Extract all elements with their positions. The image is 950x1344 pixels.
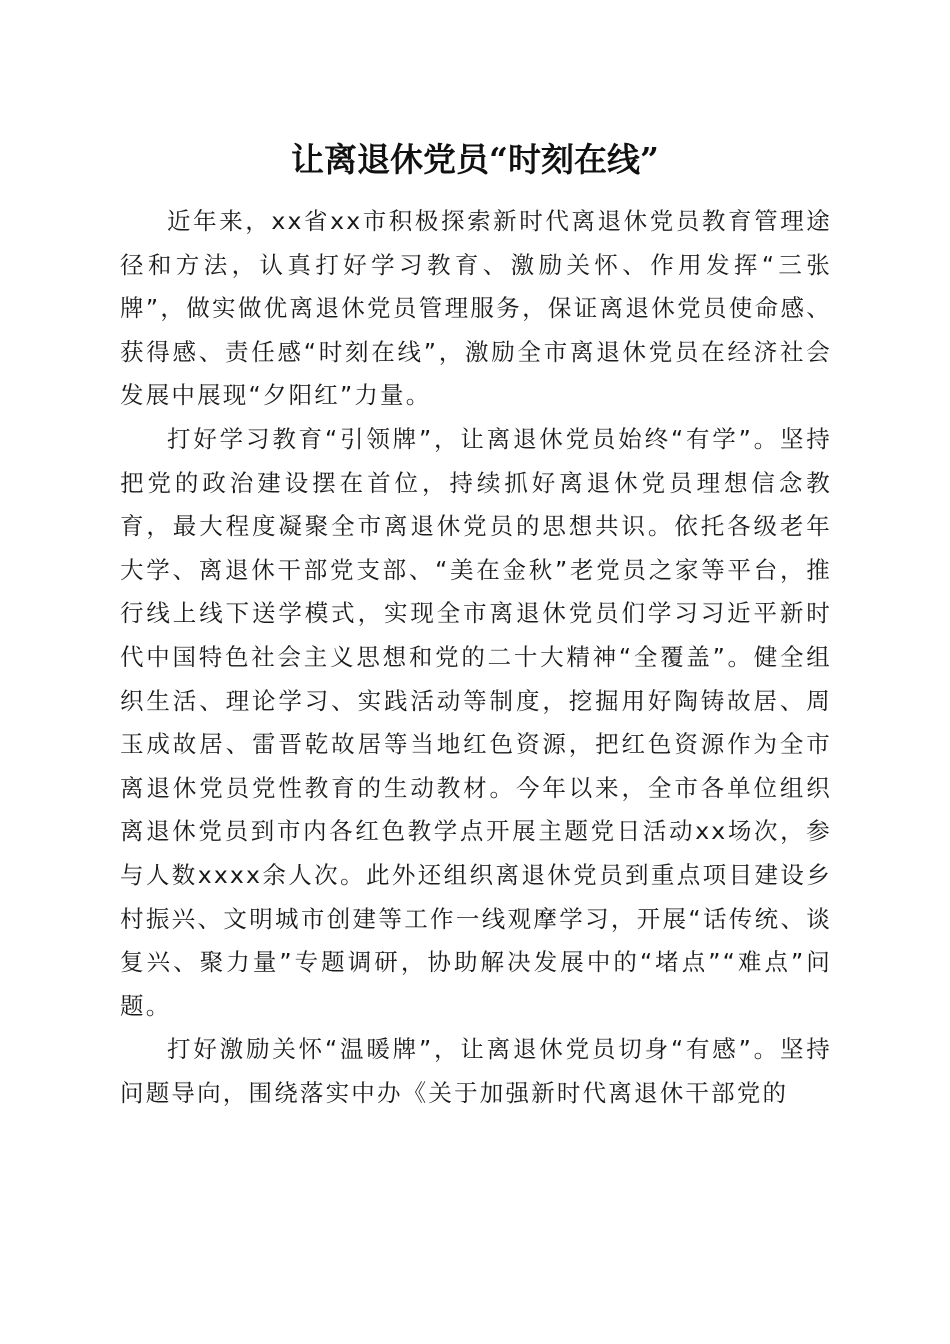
paragraph-intro: 近年来，xx省xx市积极探索新时代离退休党员教育管理途径和方法，认真打好学习教育、激励关怀、作用发挥“三张牌”，做实做优离退休党员管理服务，保证离退休党员使命感、获得感、责任感“时刻在线”，激励全市离退休党员在经济社会发展中展现“夕阳红”力量。	[120, 207, 832, 410]
paragraph-care: 打好激励关怀“温暖牌”，让离退休党员切身“有感”。坚持问题导向，围绕落实中办《关于加强新时代离退休干部党的	[120, 1035, 832, 1107]
document-body	[120, 200, 832, 1115]
document-title: 让离退休党员“时刻在线”	[291, 140, 659, 179]
paragraph-learning: 打好学习教育“引领牌”，让离退休党员始终“有学”。坚持把党的政治建设摆在首位，持续抓好离退休党员理想信念教育，最大程度凝聚全市离退休党员的思想共识。依托各级老年大学、离退休干部党支部、“美在金秋”老党员之家等平台，推行线上线下送学模式，实现全市离退休党员们学习习近平新时代中国特色社会主义思想和党的二十大精神“全覆盖”。健全组织生活、理论学习、实践活动等制度，挖掘用好陶铸故居、周玉成故居、雷晋乾故居等当地红色资源，把红色资源作为全市离退休党员党性教育的生动教材。今年以来，全市各单位组织离退休党员到市内各红色教学点开展主题党日活动xx场次，参与人数xxxx余人次。此外还组织离退休党员到重点项目建设乡村振兴、文明城市创建等工作一线观摩学习，开展“话传统、谈复兴、聚力量”专题调研，协助解决发展中的“堵点”“难点”问题。	[120, 424, 832, 1020]
